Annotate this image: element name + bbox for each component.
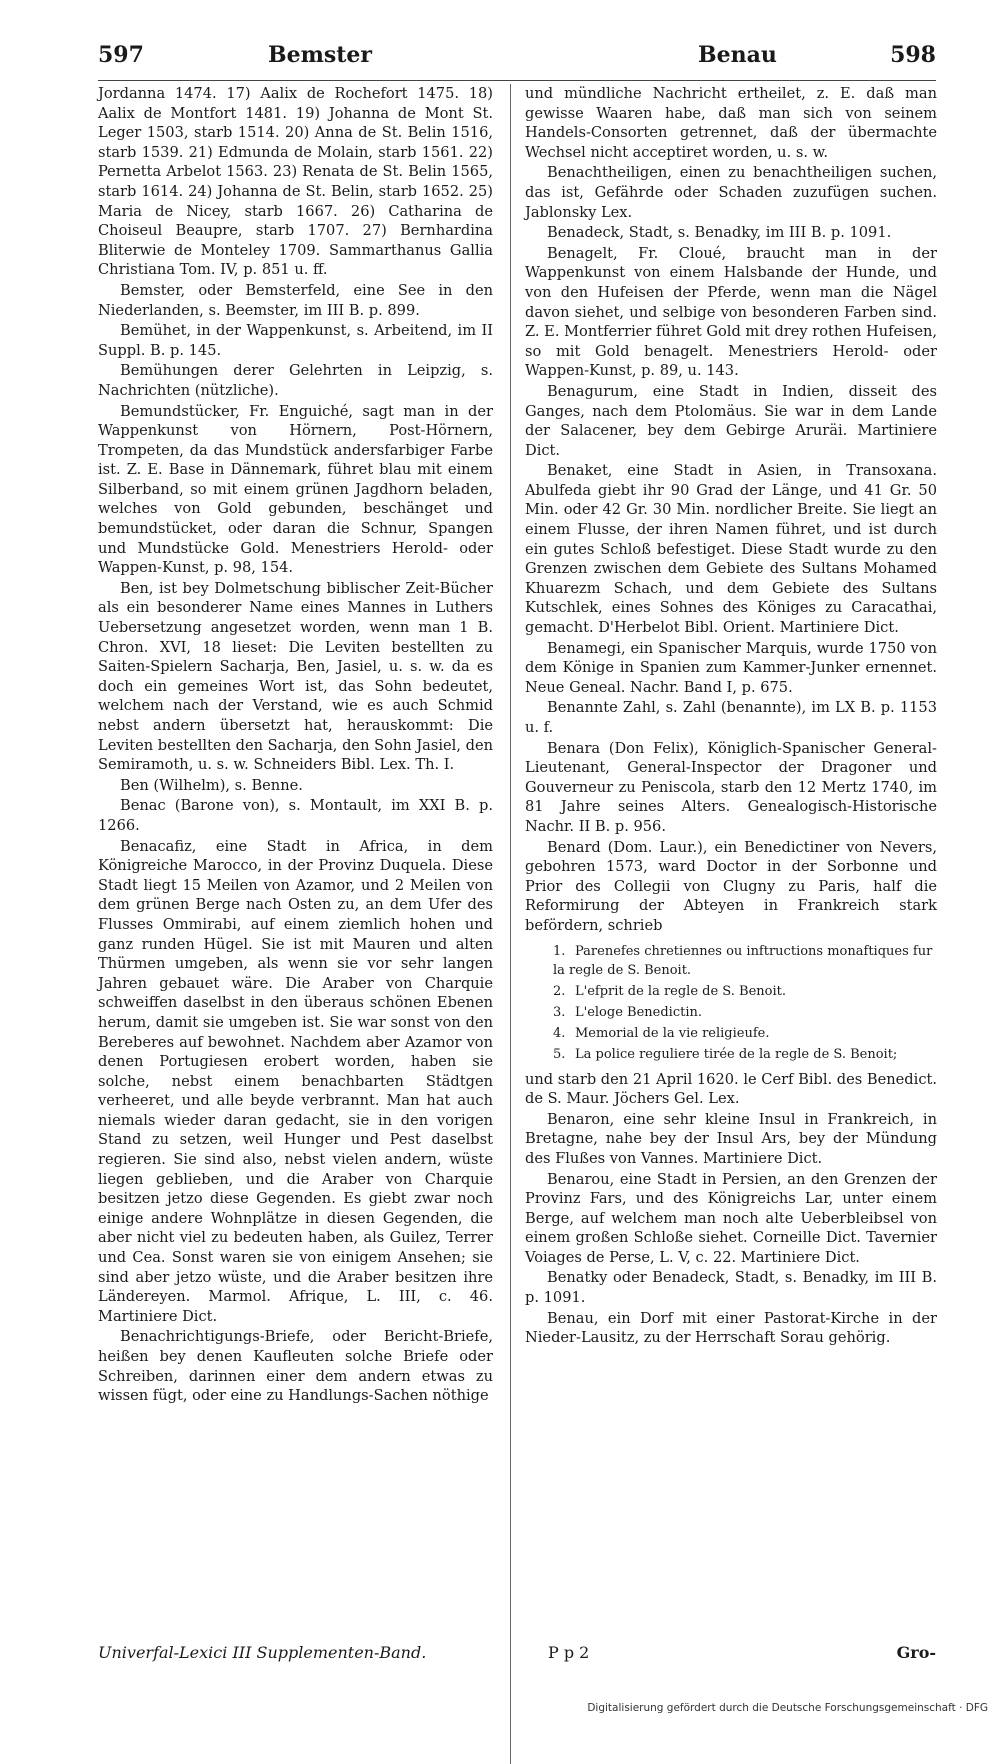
entry-benard-end: und starb den 21 April 1620. le Cerf Bibl. des Benedict. de S. Maur. Jöchers Gel. Lex. — [525, 1070, 937, 1108]
right-headword: Benau — [698, 42, 777, 68]
entry-ben: Ben, ist bey Dolmetschung biblischer Zeit-Bücher als ein besonderer Name eines Mannes in Luthers Uebersetzung angesetzet worden, wenn man 1 B. Chron. XVI, 18 lieset: Die Leviten bestellten zu Saiten-Spielern Sacharja, Ben, Jasiel, u. s. w. da es doch ein gemeines Wort ist, das Sohn bedeutet, welchem nach der Verstand, wie es auch Schmid nebst andern übersetzt hat, herauskommt: Die Leviten bestellten den Sacharja, den Sohn Jasiel, den Semiramoth, u. s. w. Schneiders Bibl. Lex. Th. I. — [98, 579, 493, 774]
column-divider — [510, 84, 511, 1764]
digitization-credit: Digitalisierung gefördert durch die Deutsche Forschungsgemeinschaft · DFG — [587, 1702, 988, 1714]
entry-benaket: Benaket, eine Stadt in Asien, in Transoxana. Abulfeda giebt ihr 90 Grad der Länge, und 41 Gr. 50 Min. oder 42 Gr. 30 Min. nordlicher Breite. Sie liegt an einem Flusse, der ihren Namen führet, und ist durch ein gutes Schloß befestiget. Diese Stadt wurde zu den Grenzen zwischen dem Gebiete des Sultans Mohamed Khuarezm Schach, und dem Gebiete des Sultans Kutschlek, eines Sohnes des Königes zu Caracathai, gemacht. D'Herbelot Bibl. Orient. Martiniere Dict. — [525, 462, 937, 637]
right-column — [525, 84, 937, 1349]
entry-benara: Benara (Don Felix), Königlich-Spanischer General-Lieutenant, General-Inspector der Dragoner und Gouverneur zu Peniscola, starb den 12 Mertz 1740, im 81 Jahre seines Alters. Genealogisch-Historische Nachr. II B. p. 956. — [525, 739, 937, 835]
entry-bemundstucker: Bemundstücker, Fr. Enguiché, sagt man in der Wappenkunst von Hörnern, Post-Hörnern, Trompeten, da das Mundstück andersfarbiger Farbe ist. Z. E. Base in Dännemark, führet blau mit einem Silberband, so mit einem grünen Jagdhorn beladen, welches von Gold gebunden, beschänget und bemundstücket, oder daran die Schnur, Spangen und Mundstücke Gold. Menestriers Herold- oder Wappen-Kunst, p. 98, 154. — [98, 402, 493, 577]
entry-bemster: Bemster, oder Bemsterfeld, eine See in den Niederlanden, s. Beemster, im III B. p. 899. — [98, 281, 493, 319]
entry-benagelt: Benagelt, Fr. Cloué, braucht man in der Wappenkunst von einem Halsbande der Hunde, und von den Hufeisen der Pferde, wenn man die Nägel davon siehet, und selbige von besonderen Farben sind. Z. E. Montferrier führet Gold mit drey rothen Hufeisen, so mit Gold benagelt. Menestriers Herold- oder Wappen-Kunst, p. 89, u. 143. — [525, 244, 937, 380]
works-list — [553, 942, 937, 1064]
entry-continuation-right: und mündliche Nachricht ertheilet, z. E. daß man gewisse Waaren habe, daß man sich von seinem Handels-Consorten getrennet, daß der übermachte Wechsel nicht acceptiret worden, u. s. w. — [525, 85, 937, 161]
right-page-number: 598 — [890, 42, 936, 68]
left-headword: Bemster — [268, 42, 373, 68]
entry-ben-wilhelm: Ben (Wilhelm), s. Benne. — [120, 776, 303, 794]
entry-continuation: Jordanna 1474. 17) Aalix de Rochefort 1475. 18) Aalix de Montfort 1481. 19) Johanna de Mont St. Leger 1503, starb 1514. 20) Anna de St. Belin 1516, starb 1539. 21) Edmunda de Molain, starb 1561. 22) Pernetta Arbelot 1563. 23) Renata de St. Belin 1565, starb 1614. 24) Johanna de St. Belin, starb 1652. 25) Maria de Nicey, starb 1667. 26) Catharina de Choiseul Beaupre, starb 1707. 27) Bernhardina Bliterwie de Monteley 1709. Sammarthanus Gallia Christiana Tom. IV, p. 851 u. ff. — [98, 85, 493, 279]
entry-benacafiz: Benacafiz, eine Stadt in Africa, in dem Königreiche Marocco, in der Provinz Duquela. Diese Stadt liegt 15 Meilen von Azamor, und 2 Meilen von dem grünen Berge nach Osten zu, an dem Ufer des Flusses Ommirabi, auf einem ziemlich hohen und ganz runden Hügel. Sie ist mit Mauren und alten Thürmen umgeben, als wenn sie vor sehr langen Jahren gebauet wäre. Die Araber von Charquie schweiffen daselbst in den überaus schönen Ebenen herum, damit sie umgeben ist. Sie war sonst von den Bereberes auf bewohnet. Nachdem aber Azamor von denen Portugiesen erobert worden, haben sie solche, nebst einem benachbarten Städtgen verheeret, und alle beyde verbrannt. Man hat auch niemals wieder daran gedacht, sie in den vorigen Stand zu setzen, weil Hunger und Pest daselbst regieren. Sie sind also, nebst vielen andern, wüste liegen geblieben, und die Araber von Charquie besitzen jetzo diese Gegenden. Es giebt zwar noch einige andere Wohnplätze in diesen Gegenden, die aber nicht viel zu bedeuten haben, als Guilez, Terrer und Cea. Sonst waren sie von einigem Ansehen; sie sind aber jetzo wüste, und die Araber besitzen ihre Ländereyen. Marmol. Afrique, L. III, c. 46. Martiniere Dict. — [98, 837, 493, 1325]
entry-benarou: Benarou, eine Stadt in Persien, an den Grenzen der Provinz Fars, und des Königreichs Lar, unter einem Berge, auf welchem man noch alte Ueberbleibsel von einem großen Schloße siehet. Corneille Dict. Tavernier Voiages de Perse, L. V, c. 22. Martiniere Dict. — [525, 1170, 937, 1266]
left-page-number: 597 — [98, 42, 144, 68]
entry-benachrichtigungs-briefe: Benachrichtigungs-Briefe, oder Bericht-Briefe, heißen bey denen Kaufleuten solche Briefe oder Schreiben, darinnen einer dem andern etwas zu wissen fügt, oder eine zu Handlungs-Sachen nöthige — [98, 1328, 493, 1405]
entry-benac: Benac (Barone von), s. Montault, im XXI B. p. 1266. — [98, 797, 493, 834]
entry-benaron: Benaron, eine sehr kleine Insul in Frankreich, in Bretagne, nahe bey der Insul Ars, bey der Mündung des Flußes von Vannes. Martiniere Dict. — [525, 1110, 937, 1167]
entry-benannte-zahl: Benannte Zahl, s. Zahl (benannte), im LX B. p. 1153 u. f. — [525, 699, 937, 736]
entry-benard: Benard (Dom. Laur.), ein Benedictiner von Nevers, gebohren 1573, ward Doctor in der Sorbonne und Prior des Collegii von Clugny zu Paris, half die Reformirung der Abteyen in Frankreich stark befördern, schrieb — [525, 838, 937, 934]
list-item: 3. L'eloge Benedictin. — [553, 1004, 702, 1020]
header-rule — [98, 80, 936, 81]
footer-title: Univerfal-Lexici III Supplementen-Band. — [98, 1643, 427, 1662]
entry-benachtheiligen: Benachtheiligen, einen zu benachtheiligen suchen, das ist, Gefährde oder Schaden zuzufügen suchen. Jablonsky Lex. — [525, 164, 937, 221]
signature-mark: P p 2 — [548, 1643, 590, 1662]
entry-benadeck: Benadeck, Stadt, s. Benadky, im III B. p. 1091. — [547, 224, 892, 242]
list-item: 5. La police reguliere tirée de la regle de S. Benoit; — [553, 1046, 898, 1062]
list-item: 1. Parenefes chretiennes ou inftructions monaftiques fur la regle de S. Benoit. — [553, 943, 933, 978]
left-column — [98, 84, 493, 1407]
entry-benamegi: Benamegi, ein Spanischer Marquis, wurde 1750 von dem Könige in Spanien zum Kammer-Junker ernennet. Neue Geneal. Nachr. Band I, p. 675. — [525, 639, 937, 696]
running-header — [98, 42, 936, 76]
entry-benau: Benau, ein Dorf mit einer Pastorat-Kirche in der Nieder-Lausitz, zu der Herrschaft Sorau gehörig. — [525, 1309, 937, 1347]
list-item: 4. Memorial de la vie religieufe. — [553, 1025, 770, 1041]
entry-bemuhet: Bemühet, in der Wappenkunst, s. Arbeitend, im II Suppl. B. p. 145. — [98, 322, 493, 359]
entry-benagurum: Benagurum, eine Stadt in Indien, disseit des Ganges, nach dem Ptolomäus. Sie war in dem Lande der Salacener, bey dem Gebirge Aruräi. Martiniere Dict. — [525, 382, 937, 459]
catchword: Gro- — [896, 1643, 936, 1662]
entry-benatky: Benatky oder Benadeck, Stadt, s. Benadky, im III B. p. 1091. — [525, 1269, 937, 1307]
list-item: 2. L'efprit de la regle de S. Benoit. — [553, 983, 786, 999]
entry-bemuhungen: Bemühungen derer Gelehrten in Leipzig, s. Nachrichten (nützliche). — [98, 362, 493, 399]
